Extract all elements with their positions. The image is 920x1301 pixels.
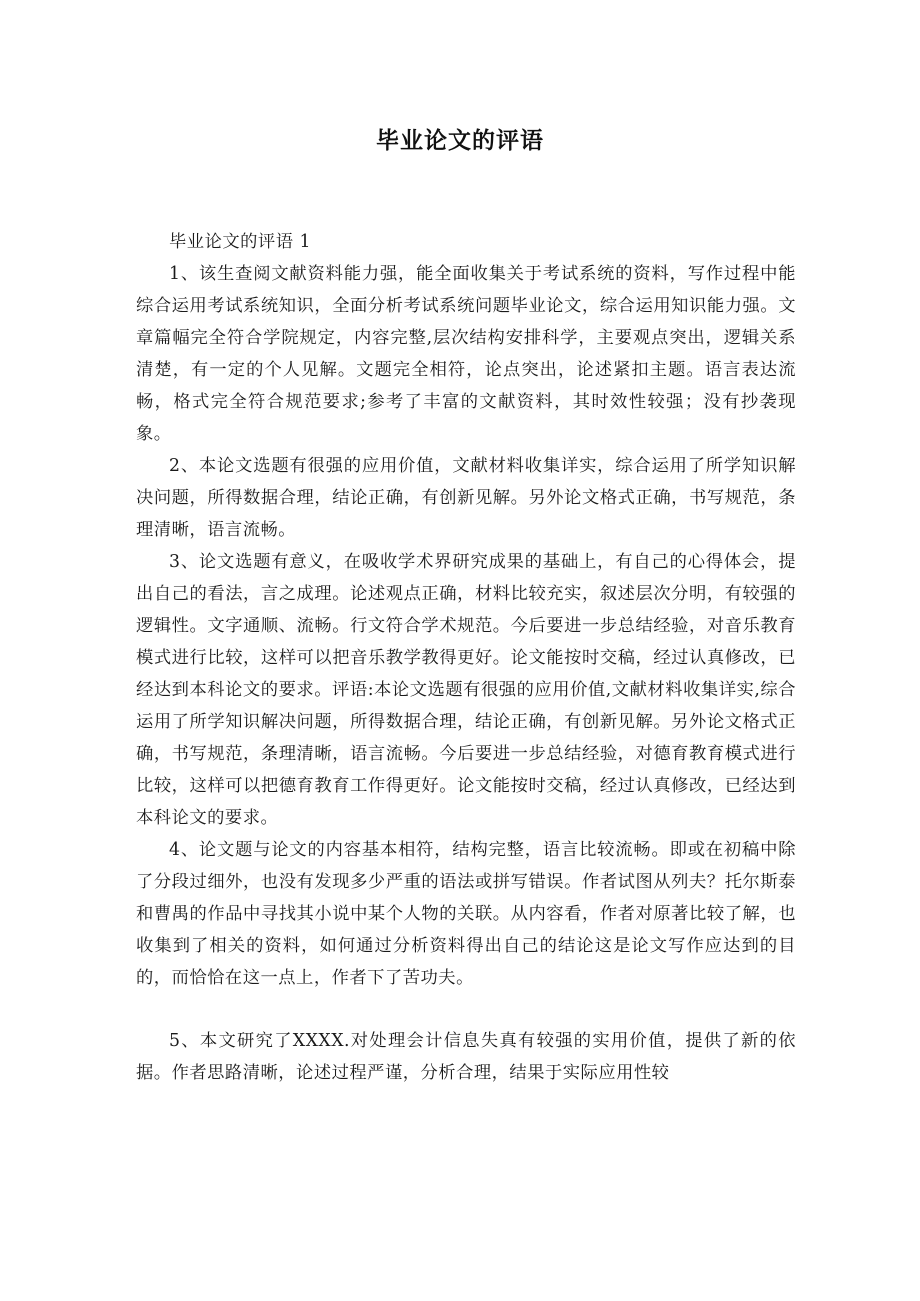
comment-paragraph-1: 1、该生查阅文献资料能力强，能全面收集关于考试系统的资料，写作过程中能综合运用考试系统知识，全面分析考试系统问题毕业论文，综合运用知识能力强。文章篇幅完全符合学院规定，内容完整,层次结构安排科学，主要观点突出，逻辑关系清楚，有一定的个人见解。文题完全相符，论点突出，论述紧扣主题。语言表达流畅，格式完全符合规范要求;参考了丰富的文献资料，其时效性较强；没有抄袭现象。 — [136, 264, 796, 444]
comment-paragraph-2: 2、本论文选题有很强的应用价值，文献材料收集详实，综合运用了所学知识解决问题，所得数据合理，结论正确，有创新见解。另外论文格式正确，书写规范，条理清晰，语言流畅。 — [136, 456, 796, 540]
comment-paragraph-3: 3、论文选题有意义，在吸收学术界研究成果的基础上，有自己的心得体会，提出自己的看法，言之成理。论述观点正确，材料比较充实，叙述层次分明，有较强的逻辑性。文字通顺、流畅。行文符合学术规范。今后要进一步总结经验，对音乐教育模式进行比较，这样可以把音乐教学教得更好。论文能按时交稿，经过认真修改，已经达到本科论文的要求。评语:本论文选题有很强的应用价值,文献材料收集详实,综合运用了所学知识解决问题，所得数据合理，结论正确，有创新见解。另外论文格式正确，书写规范，条理清晰，语言流畅。今后要进一步总结经验，对德育教育模式进行比较，这样可以把德育教育工作得更好。论文能按时交稿，经过认真修改，已经达到本科论文的要求。 — [136, 552, 796, 828]
section-heading: 毕业论文的评语 1 — [169, 232, 311, 252]
document-title: 毕业论文的评语 — [376, 128, 544, 154]
comment-paragraph-4: 4、论文题与论文的内容基本相符，结构完整，语言比较流畅。即或在初稿中除了分段过细外，也没有发现多少严重的语法或拼写错误。作者试图从列夫？托尔斯泰和曹禺的作品中寻找其小说中某个人物的关联。从内容看，作者对原著比较了解，也收集到了相关的资料，如何通过分析资料得出自己的结论这是论文写作应达到的目的，而恰恰在这一点上，作者下了苦功夫。 — [136, 840, 796, 988]
comment-paragraph-5: 5、本文研究了XXXX.对处理会计信息失真有较强的实用价值，提供了新的依据。作者思路清晰，论述过程严谨，分析合理，结果于实际应用性较 — [136, 1031, 796, 1083]
document-body — [136, 226, 796, 1089]
